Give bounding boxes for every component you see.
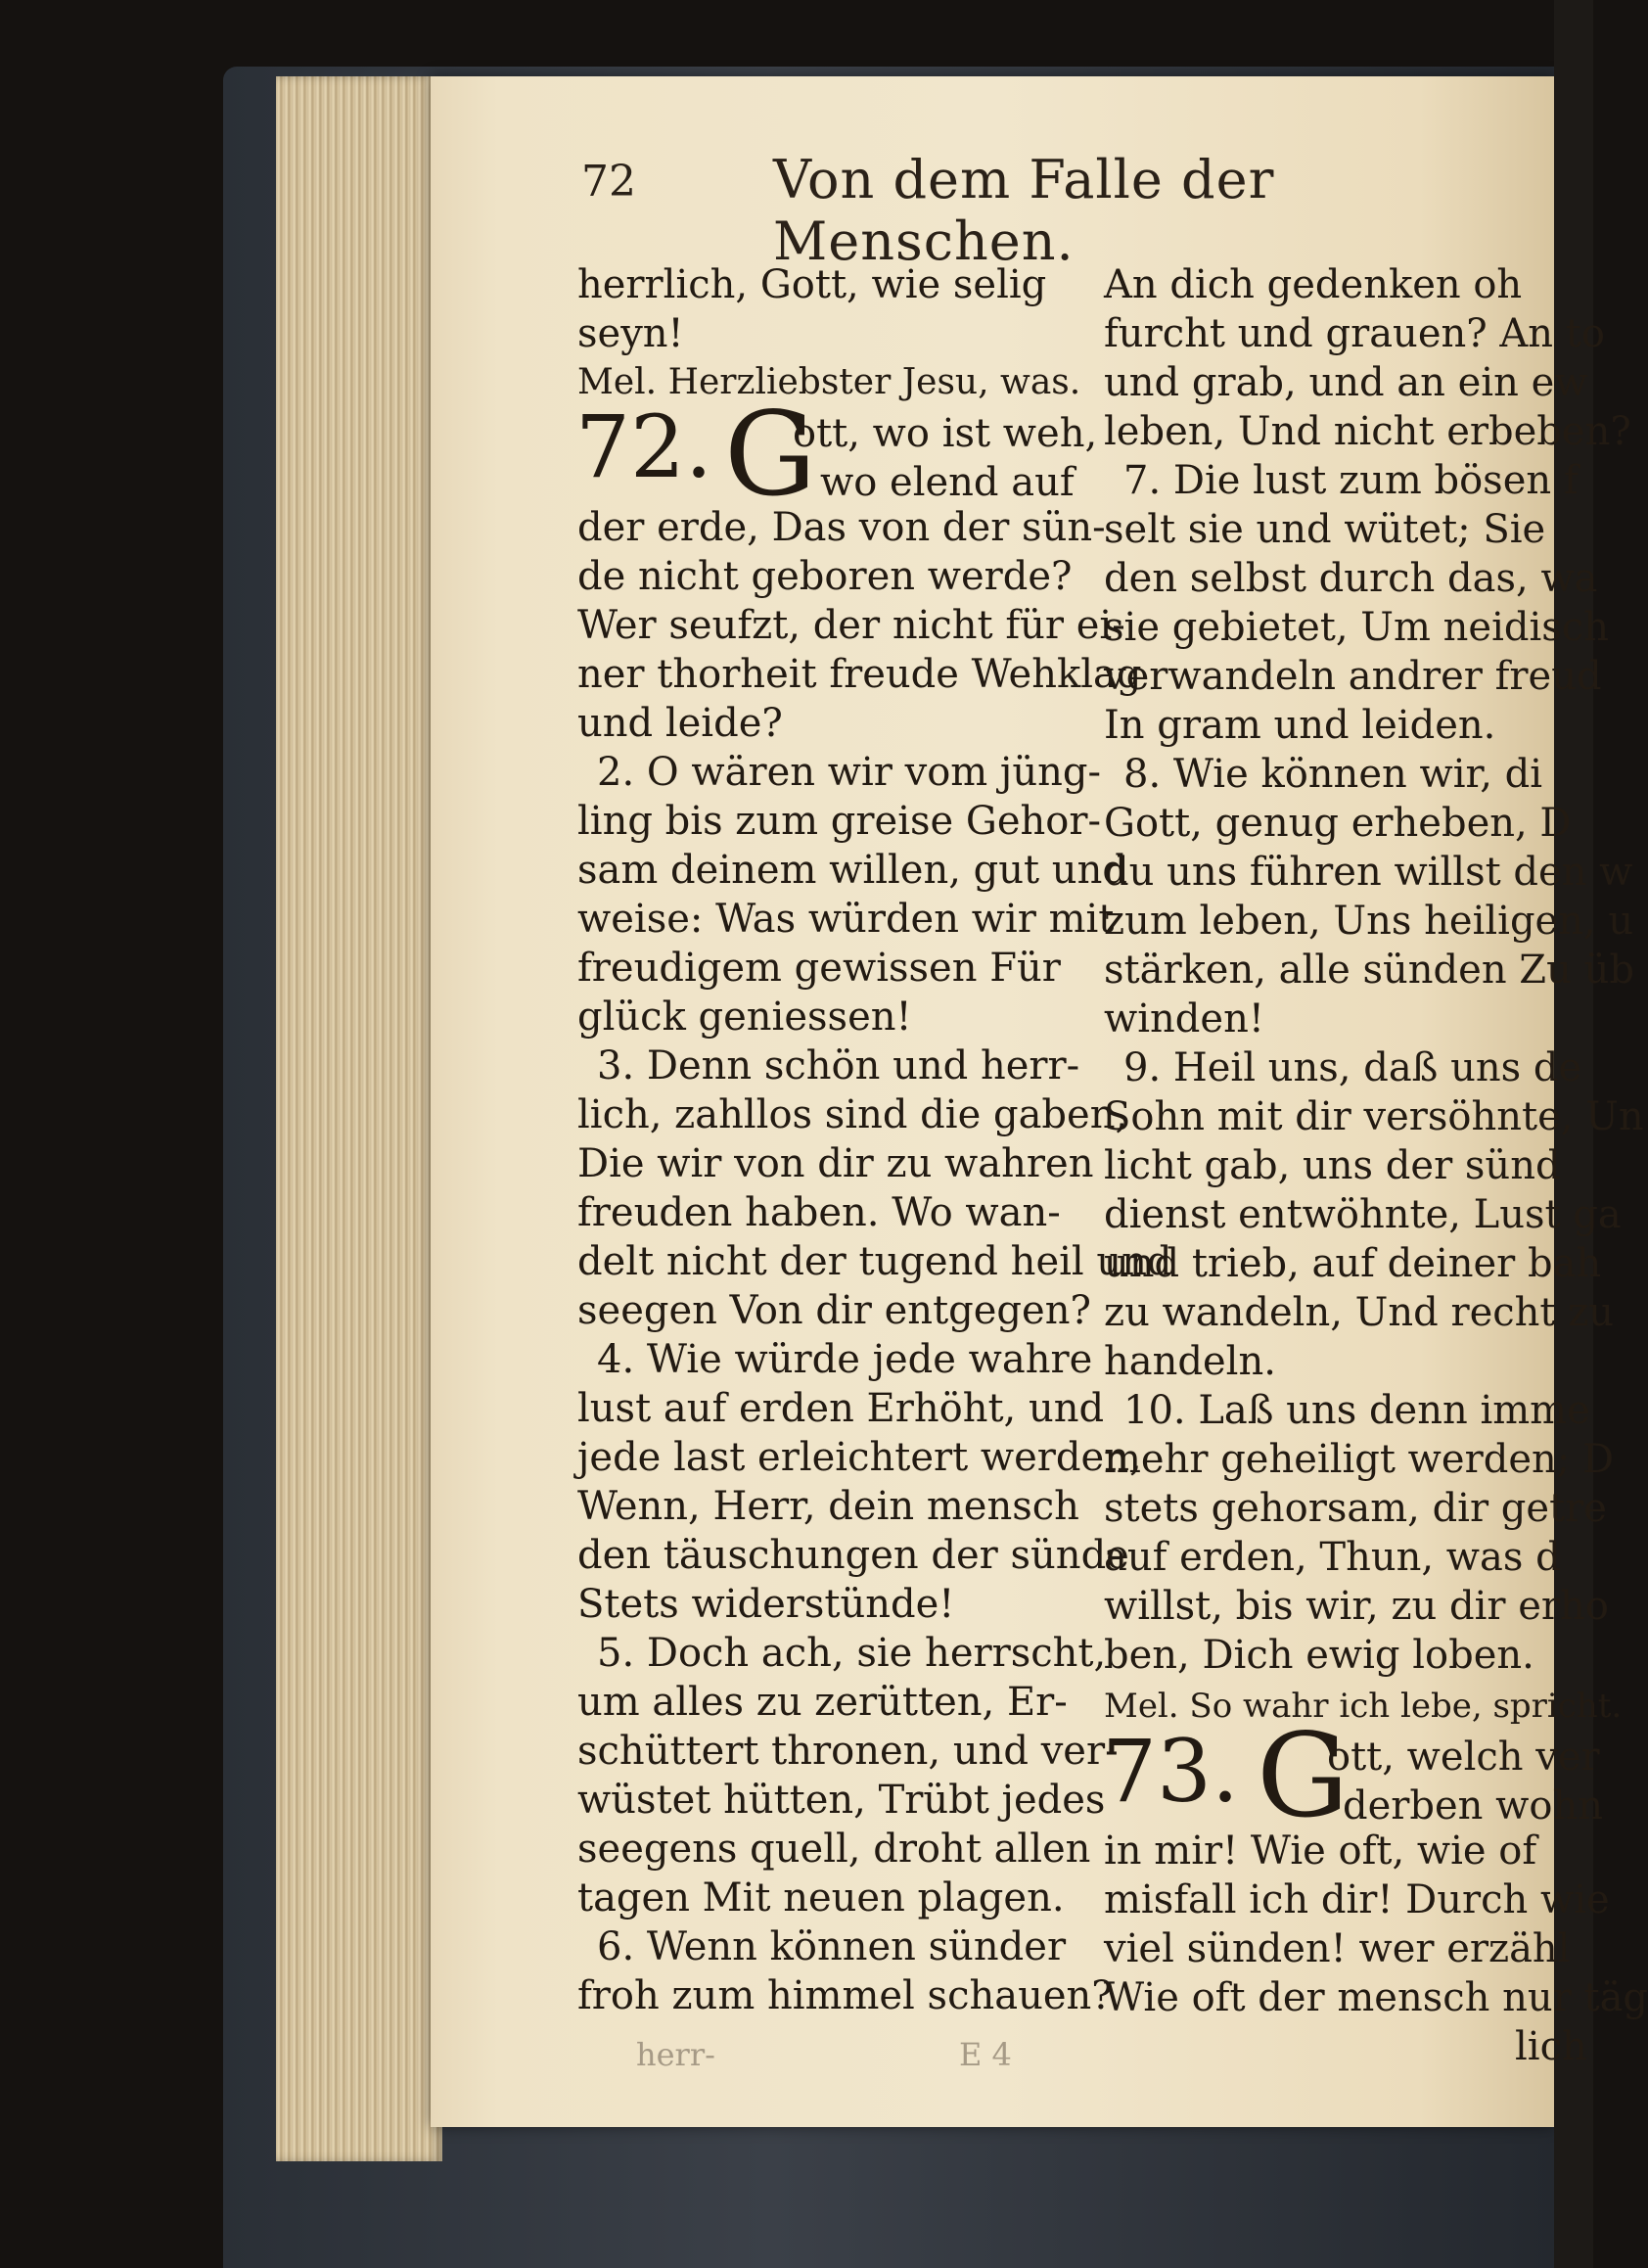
page-edges	[276, 76, 442, 2161]
signature-mark: E 4	[959, 2036, 1012, 2073]
text-line: lich	[1515, 2024, 1587, 2069]
text-line: selt sie und wütet; Sie	[1104, 507, 1546, 552]
text-line: ner thorheit freude Wehklag	[577, 652, 1142, 697]
text-line: und grab, und an ein ew	[1104, 360, 1588, 405]
text-line: lich, zahllos sind die gaben,	[577, 1092, 1128, 1137]
text-line: auf erden, Thun, was d	[1104, 1535, 1561, 1580]
text-line: 2. O wären wir vom jüng-	[597, 750, 1101, 795]
text-line: furcht und grauen? An to	[1104, 311, 1605, 356]
text-line: Wer seufzt, der nicht für ei-	[577, 603, 1125, 648]
text-line: stärken, alle sünden Zu üb	[1104, 948, 1634, 993]
text-line: Wie oft der mensch nur täg	[1104, 1975, 1648, 2020]
text-line: 10. Laß uns denn imme	[1123, 1388, 1590, 1433]
text-line: dienst entwöhnte, Lust ga	[1104, 1192, 1622, 1237]
melody-line: Mel. So wahr ich lebe, spricht.	[1104, 1687, 1623, 1726]
text-line: leben, Und nicht erbeben?	[1104, 409, 1631, 454]
text-line: 4. Wie würde jede wahre	[597, 1337, 1093, 1382]
text-line: An dich gedenken oh	[1104, 262, 1523, 307]
text-line: licht gab, uns der sünd	[1104, 1143, 1561, 1188]
text-line: wüstet hütten, Trübt jedes	[577, 1778, 1106, 1823]
text-line: misfall ich dir! Durch wie	[1104, 1877, 1610, 1922]
drop-cap-letter: G	[1257, 1708, 1350, 1843]
catchword: herr-	[636, 2036, 715, 2073]
text-line: weise: Was würden wir mit	[577, 897, 1115, 942]
text-line: seegens quell, droht allen	[577, 1827, 1091, 1872]
text-line: mehr geheiligt werden; D	[1104, 1437, 1615, 1482]
text-line: in mir! Wie oft, wie of	[1104, 1828, 1537, 1874]
text-line: sam deinem willen, gut und	[577, 848, 1127, 893]
text-line: freuden haben. Wo wan-	[577, 1190, 1061, 1235]
text-line: 5. Doch ach, sie herrscht,	[597, 1631, 1107, 1676]
text-line: tagen Mit neuen plagen.	[577, 1875, 1065, 1921]
text-line: wo elend auf	[820, 460, 1075, 505]
running-title: Von dem Falle der Menschen.	[773, 149, 1275, 272]
text-line: de nicht geboren werde?	[577, 554, 1073, 599]
text-line: stets gehorsam, dir getre	[1104, 1486, 1607, 1531]
text-line: Wenn, Herr, dein mensch	[577, 1484, 1079, 1529]
text-line: jede last erleichtert werden,	[577, 1435, 1142, 1480]
text-line: ott, wo ist weh,	[793, 411, 1098, 456]
text-line: um alles zu zerütten, Er-	[577, 1680, 1068, 1725]
text-line: Stets widerstünde!	[577, 1582, 955, 1627]
text-line: und leide?	[577, 701, 783, 746]
text-line: zu wandeln, Und recht zu	[1104, 1290, 1615, 1335]
text-line: schüttert thronen, und ver-	[577, 1729, 1119, 1774]
text-line: der erde, Das von der sün-	[577, 505, 1106, 550]
text-line: froh zum himmel schauen?	[577, 1973, 1113, 2018]
text-line: winden!	[1104, 996, 1264, 1041]
page-number: 72	[581, 157, 636, 207]
text-line: 6. Wenn können sünder	[597, 1924, 1067, 1969]
text-line: derben wohn	[1343, 1783, 1603, 1828]
text-line: seegen Von dir entgegen?	[577, 1288, 1091, 1333]
text-line: In gram und leiden.	[1104, 703, 1496, 748]
text-line: Sohn mit dir versöhnte, Un	[1104, 1094, 1644, 1139]
text-line: 8. Wie können wir, di	[1123, 752, 1543, 797]
text-line: den selbst durch das, wa	[1104, 556, 1598, 601]
hymn-number: 73.	[1102, 1721, 1239, 1822]
text-line: verwandeln andrer freud	[1104, 654, 1602, 699]
text-line: ling bis zum greise Gehor-	[577, 799, 1101, 844]
text-line: zum leben, Uns heiligen, u	[1104, 899, 1634, 944]
text-line: Die wir von dir zu wahren	[577, 1141, 1094, 1186]
text-line: 3. Denn schön und herr-	[597, 1043, 1080, 1088]
text-line: handeln.	[1104, 1339, 1276, 1384]
text-line: glück geniessen!	[577, 995, 912, 1040]
melody-line: Mel. Herzliebster Jesu, was.	[577, 362, 1081, 402]
text-line: ben, Dich ewig loben.	[1104, 1633, 1534, 1678]
text-line: sie gebietet, Um neidisch	[1104, 605, 1609, 650]
text-line: willst, bis wir, zu dir erho	[1104, 1584, 1609, 1629]
text-line: seyn!	[577, 311, 684, 356]
text-line: viel sünden! wer erzähl	[1104, 1926, 1571, 1971]
text-line: freudigem gewissen Für	[577, 946, 1061, 991]
text-line: delt nicht der tugend heil und	[577, 1239, 1172, 1284]
hymn-number: 72.	[575, 396, 712, 497]
text-line: 7. Die lust zum bösen f	[1123, 458, 1579, 503]
text-line: und trieb, auf deiner bah	[1104, 1241, 1602, 1286]
text-line: Gott, genug erheben, D	[1104, 801, 1572, 846]
text-line: ott, welch ver	[1327, 1735, 1600, 1780]
text-line: den täuschungen der sünde	[577, 1533, 1129, 1578]
text-line: du uns führen willst den w	[1104, 850, 1633, 895]
drop-cap-letter: G	[724, 387, 817, 522]
text-line: 9. Heil uns, daß uns de	[1123, 1045, 1582, 1090]
text-line: herrlich, Gott, wie selig	[577, 262, 1047, 307]
text-line: lust auf erden Erhöht, und	[577, 1386, 1105, 1431]
